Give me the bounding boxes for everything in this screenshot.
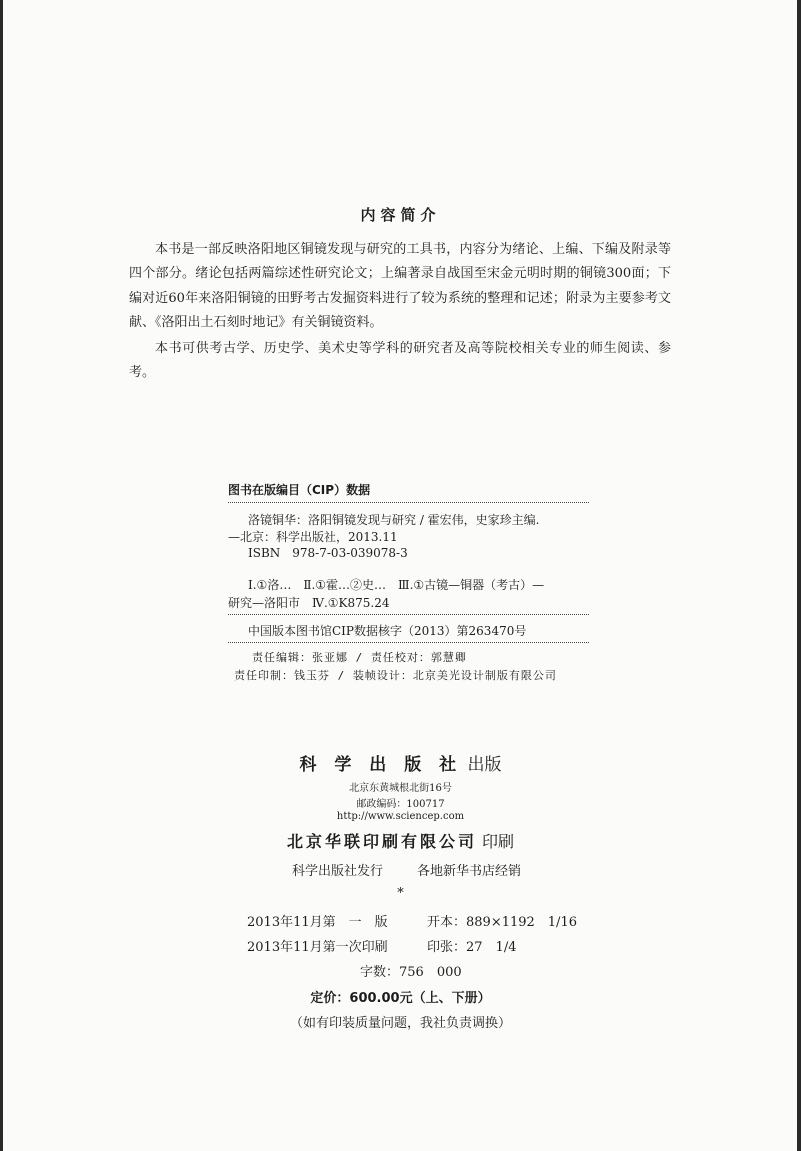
cip-divider-bottom: [228, 642, 589, 643]
edition-sheets: 印张：27 1/4: [427, 940, 517, 955]
cip-classification-line: Ⅰ.①洛… Ⅱ.①霍…②史… Ⅲ.①古镜—铜器（考古）—: [248, 578, 545, 592]
cip-title-line: 洛镜铜华：洛阳铜镜发现与研究 / 霍宏伟，史家珍主编.: [248, 513, 540, 527]
edition-first-print: 2013年11月第一次印刷: [247, 940, 388, 955]
quality-note: （如有印装质量问题，我社负责调换）: [289, 1016, 511, 1031]
cip-heading: 图书在版编目（CIP）数据: [228, 483, 371, 497]
price: 定价：600.00元（上、下册）: [310, 991, 491, 1006]
printer-suffix: 印刷: [482, 832, 515, 851]
publisher-website: http://www.sciencep.com: [336, 811, 465, 822]
printer-name: 北京华联印刷有限公司: [286, 832, 477, 851]
publisher-postcode: 邮政编码：100717: [356, 799, 445, 810]
cip-classification-line-2: 研究—洛阳市 Ⅳ.①K875.24: [228, 596, 390, 610]
publisher-address: 北京东黄城根北街16号: [349, 783, 452, 794]
publisher-suffix: 出版: [467, 755, 502, 775]
edition-word-count: 字数：756 000: [360, 965, 462, 980]
publisher-line: [0, 750, 801, 775]
cip-divider-top: [228, 502, 589, 503]
publisher-name: 科 学 出 版 社: [299, 755, 463, 775]
edition-first: 2013年11月第 一 版: [247, 915, 388, 930]
edition-format: 开本：889×1192 1/16: [427, 915, 577, 930]
cip-divider-middle: [228, 614, 589, 615]
staff-print-design-line: 责任印制：钱玉芬 / 装帧设计：北京美光设计制版有限公司: [234, 669, 557, 682]
staff-editor-line: 责任编辑：张亚娜 / 责任校对：郭慧卿: [252, 651, 467, 664]
summary-paragraph-1: 本书是一部反映洛阳地区铜镜发现与研究的工具书，内容分为绪论、上编、下编及附录等四个部分。绪论包括两篇综述性研究论文；上编著录自战国至宋金元明时期的铜镜300面；下编对近60年来洛阳铜镜的田野考古发掘资料进行了较为系统的整理和记述；附录为主要参考文献、《洛阳出土石刻时地记》有关铜镜资料。: [129, 242, 671, 330]
printer-line: [0, 829, 801, 852]
summary-body: [129, 238, 671, 388]
page-edge-right: [797, 0, 801, 1151]
summary-title: 内容简介: [360, 206, 441, 224]
summary-paragraph-2: 本书可供考古学、历史学、美术史等学科的研究者及高等院校相关专业的师生阅读、参考。: [129, 341, 671, 381]
page-edge-left: [0, 0, 3, 1151]
distribution-publisher: 科学出版社发行: [292, 864, 384, 879]
cip-number: 中国版本图书馆CIP数据核字（2013）第263470号: [248, 624, 527, 638]
cip-publisher-line: —北京：科学出版社，2013.11: [228, 530, 398, 544]
distribution-seller: 各地新华书店经销: [417, 864, 522, 879]
separator-star: *: [397, 886, 404, 901]
cip-isbn-line: ISBN 978-7-03-039078-3: [248, 546, 408, 560]
